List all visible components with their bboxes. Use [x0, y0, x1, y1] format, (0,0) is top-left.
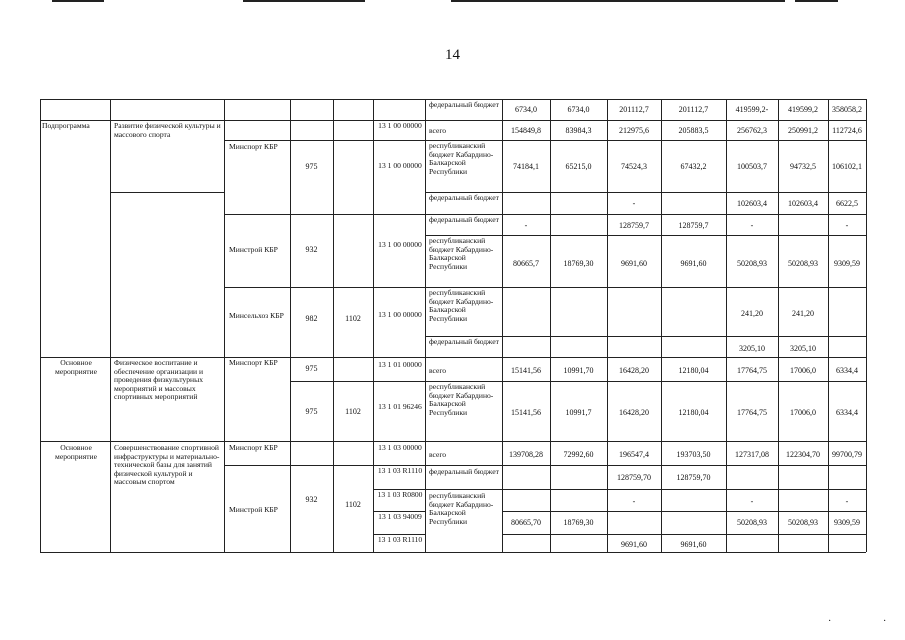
- source-cell: республиканский бюджет Кабардино-Балкарской Республики: [429, 236, 494, 271]
- source-cell: федеральный бюджет: [429, 100, 499, 109]
- value-cell: 72992,60: [563, 450, 594, 459]
- top-rule: [243, 0, 365, 2]
- value-cell: 80665,7: [513, 259, 539, 268]
- value-cell: 6334,4: [836, 366, 858, 375]
- value-cell: 15141,56: [511, 366, 541, 375]
- source-cell: всего: [429, 366, 447, 375]
- top-rule: [795, 0, 838, 2]
- value-cell: 83984,3: [565, 126, 592, 135]
- value-cell: 201112,7: [678, 105, 709, 114]
- value-cell: 50208,93: [737, 518, 767, 527]
- section-cell: 1102: [345, 407, 361, 416]
- value-cell: 16428,20: [619, 408, 649, 417]
- value-cell: 50208,93: [788, 518, 818, 527]
- value-cell: 10991,7: [565, 408, 592, 417]
- executor-cell: Минстрой КБР: [229, 245, 278, 254]
- grbs-cell: 975: [305, 407, 318, 416]
- executor-cell: Минстрой КБР: [229, 505, 278, 514]
- value-cell: 122304,70: [786, 450, 820, 459]
- top-rule: [451, 0, 785, 2]
- source-cell: федеральный бюджет: [429, 337, 499, 346]
- value-cell: 9309,59: [834, 259, 860, 268]
- source-cell: республиканский бюджет Кабардино-Балкарской Республики: [429, 288, 494, 323]
- value-cell: 17006,0: [790, 408, 816, 417]
- code-cell: 13 1 00 00000: [378, 240, 422, 249]
- grbs-cell: 975: [305, 162, 318, 171]
- grbs-cell: 932: [305, 245, 318, 254]
- value-cell: 241,20: [792, 309, 814, 318]
- value-cell: 50208,93: [788, 259, 818, 268]
- top-rule: [52, 0, 104, 2]
- value-cell: 65215,0: [565, 162, 592, 171]
- value-cell: 99700,79: [832, 450, 862, 459]
- row-type-cell: Основное мероприятие: [55, 443, 97, 461]
- value-cell: 18769,30: [563, 259, 594, 268]
- value-cell: 12180,04: [678, 366, 709, 375]
- value-cell: -: [524, 221, 528, 230]
- source-cell: федеральный бюджет: [429, 193, 499, 202]
- value-cell: 6734,0: [567, 105, 590, 114]
- value-cell: -: [632, 199, 636, 208]
- source-cell: республиканский бюджет Кабардино-Балкарской Республики: [429, 491, 494, 526]
- value-cell: 17764,75: [737, 408, 767, 417]
- code-cell: 13 1 01 96246: [378, 402, 422, 411]
- section-cell: 1102: [345, 314, 361, 323]
- value-cell: 112724,6: [832, 126, 862, 135]
- value-cell: -: [750, 497, 754, 506]
- value-cell: 9691,60: [621, 540, 647, 549]
- source-cell: федеральный бюджет: [429, 467, 499, 476]
- code-cell: 13 1 03 00000: [378, 443, 422, 452]
- code-cell: 13 1 03 R1110: [377, 466, 423, 475]
- value-cell: -: [845, 497, 849, 506]
- value-cell: 241,20: [741, 309, 763, 318]
- value-cell: 127317,08: [735, 450, 769, 459]
- value-cell: 128759,70: [617, 473, 651, 482]
- row-name-cell: Физическое воспитание и обеспечение организации и проведения физкультурных мероприятий и массовых спортивных мероприятий: [114, 358, 204, 402]
- value-cell: 102603,4: [737, 199, 767, 208]
- value-cell: 9309,59: [834, 518, 860, 527]
- value-cell: 139708,28: [509, 450, 543, 459]
- code-cell: 13 1 03 R0800: [377, 490, 423, 499]
- value-cell: 6334,4: [836, 408, 858, 417]
- value-cell: 67432,2: [680, 162, 707, 171]
- row-type-cell: Подпрограмма: [42, 121, 90, 130]
- grbs-cell: 975: [305, 364, 318, 373]
- value-cell: 12180,04: [678, 408, 709, 417]
- value-cell: 102603,4: [788, 199, 818, 208]
- value-cell: -: [845, 221, 849, 230]
- value-cell: 3205,10: [790, 344, 816, 353]
- value-cell: 128759,70: [676, 473, 711, 482]
- value-cell: 18769,30: [563, 518, 594, 527]
- value-cell: 193703,50: [676, 450, 711, 459]
- executor-cell: Минспорт КБР: [229, 142, 278, 151]
- code-cell: 13 1 00 00000: [378, 161, 422, 170]
- source-cell: всего: [429, 126, 447, 135]
- value-cell: 74524,3: [621, 162, 647, 171]
- value-cell: 100503,7: [737, 162, 767, 171]
- page-number: 14: [445, 47, 460, 63]
- value-cell: 17764,75: [737, 366, 767, 375]
- code-cell: 13 1 03 R1110: [377, 535, 423, 544]
- source-cell: всего: [429, 450, 447, 459]
- value-cell: 196547,4: [619, 450, 649, 459]
- value-cell: 15141,56: [511, 408, 541, 417]
- value-cell: 419599,2-: [735, 105, 769, 114]
- value-cell: 358058,2: [832, 105, 862, 114]
- executor-cell: Минспорт КБР: [229, 443, 278, 452]
- code-cell: 13 1 00 00000: [378, 121, 422, 130]
- value-cell: 250991,2: [788, 126, 818, 135]
- value-cell: 80665,70: [511, 518, 541, 527]
- value-cell: -: [632, 497, 636, 506]
- section-cell: 1102: [345, 500, 361, 509]
- row-name-cell: Развитие физической культуры и массового спорта: [114, 121, 221, 139]
- scan-speck: ·: [828, 616, 832, 627]
- value-cell: 6622,5: [836, 199, 858, 208]
- source-cell: республиканский бюджет Кабардино-Балкарской Республики: [429, 382, 494, 417]
- code-cell: 13 1 01 00000: [378, 360, 422, 369]
- grbs-cell: 932: [305, 495, 318, 504]
- value-cell: 128759,7: [619, 221, 649, 230]
- value-cell: 256762,3: [737, 126, 767, 135]
- row-type-cell: Основное мероприятие: [55, 358, 97, 376]
- value-cell: 205883,5: [678, 126, 709, 135]
- value-cell: 201112,7: [619, 105, 649, 114]
- value-cell: 419599,2: [788, 105, 818, 114]
- value-cell: 6734,0: [515, 105, 537, 114]
- value-cell: 9691,60: [680, 259, 707, 268]
- executor-cell: Минсельхоз КБР: [229, 311, 284, 320]
- value-cell: 50208,93: [737, 259, 767, 268]
- value-cell: 17006,0: [790, 366, 816, 375]
- value-cell: 9691,60: [680, 540, 707, 549]
- scan-speck: ·: [883, 616, 887, 627]
- executor-cell: Минспорт КБР: [229, 358, 278, 367]
- value-cell: 74184,1: [513, 162, 539, 171]
- value-cell: 9691,60: [621, 259, 647, 268]
- grbs-cell: 982: [305, 314, 318, 323]
- code-cell: 13 1 03 94009: [378, 512, 422, 521]
- row-name-cell: Совершенствование спортивной инфраструктуры и материально-технической базы для занятий физической культурой и массовым спортом: [114, 443, 220, 487]
- value-cell: 16428,20: [619, 366, 649, 375]
- value-cell: 154849,8: [511, 126, 541, 135]
- value-cell: 212975,6: [619, 126, 649, 135]
- source-cell: республиканский бюджет Кабардино-Балкарской Республики: [429, 141, 494, 176]
- value-cell: 10991,70: [563, 366, 594, 375]
- value-cell: 3205,10: [739, 344, 765, 353]
- source-cell: федеральный бюджет: [429, 215, 499, 224]
- value-cell: 106102,1: [832, 162, 862, 171]
- value-cell: -: [750, 221, 754, 230]
- value-cell: 128759,7: [678, 221, 709, 230]
- value-cell: 94732,5: [790, 162, 816, 171]
- code-cell: 13 1 00 00000: [378, 310, 422, 319]
